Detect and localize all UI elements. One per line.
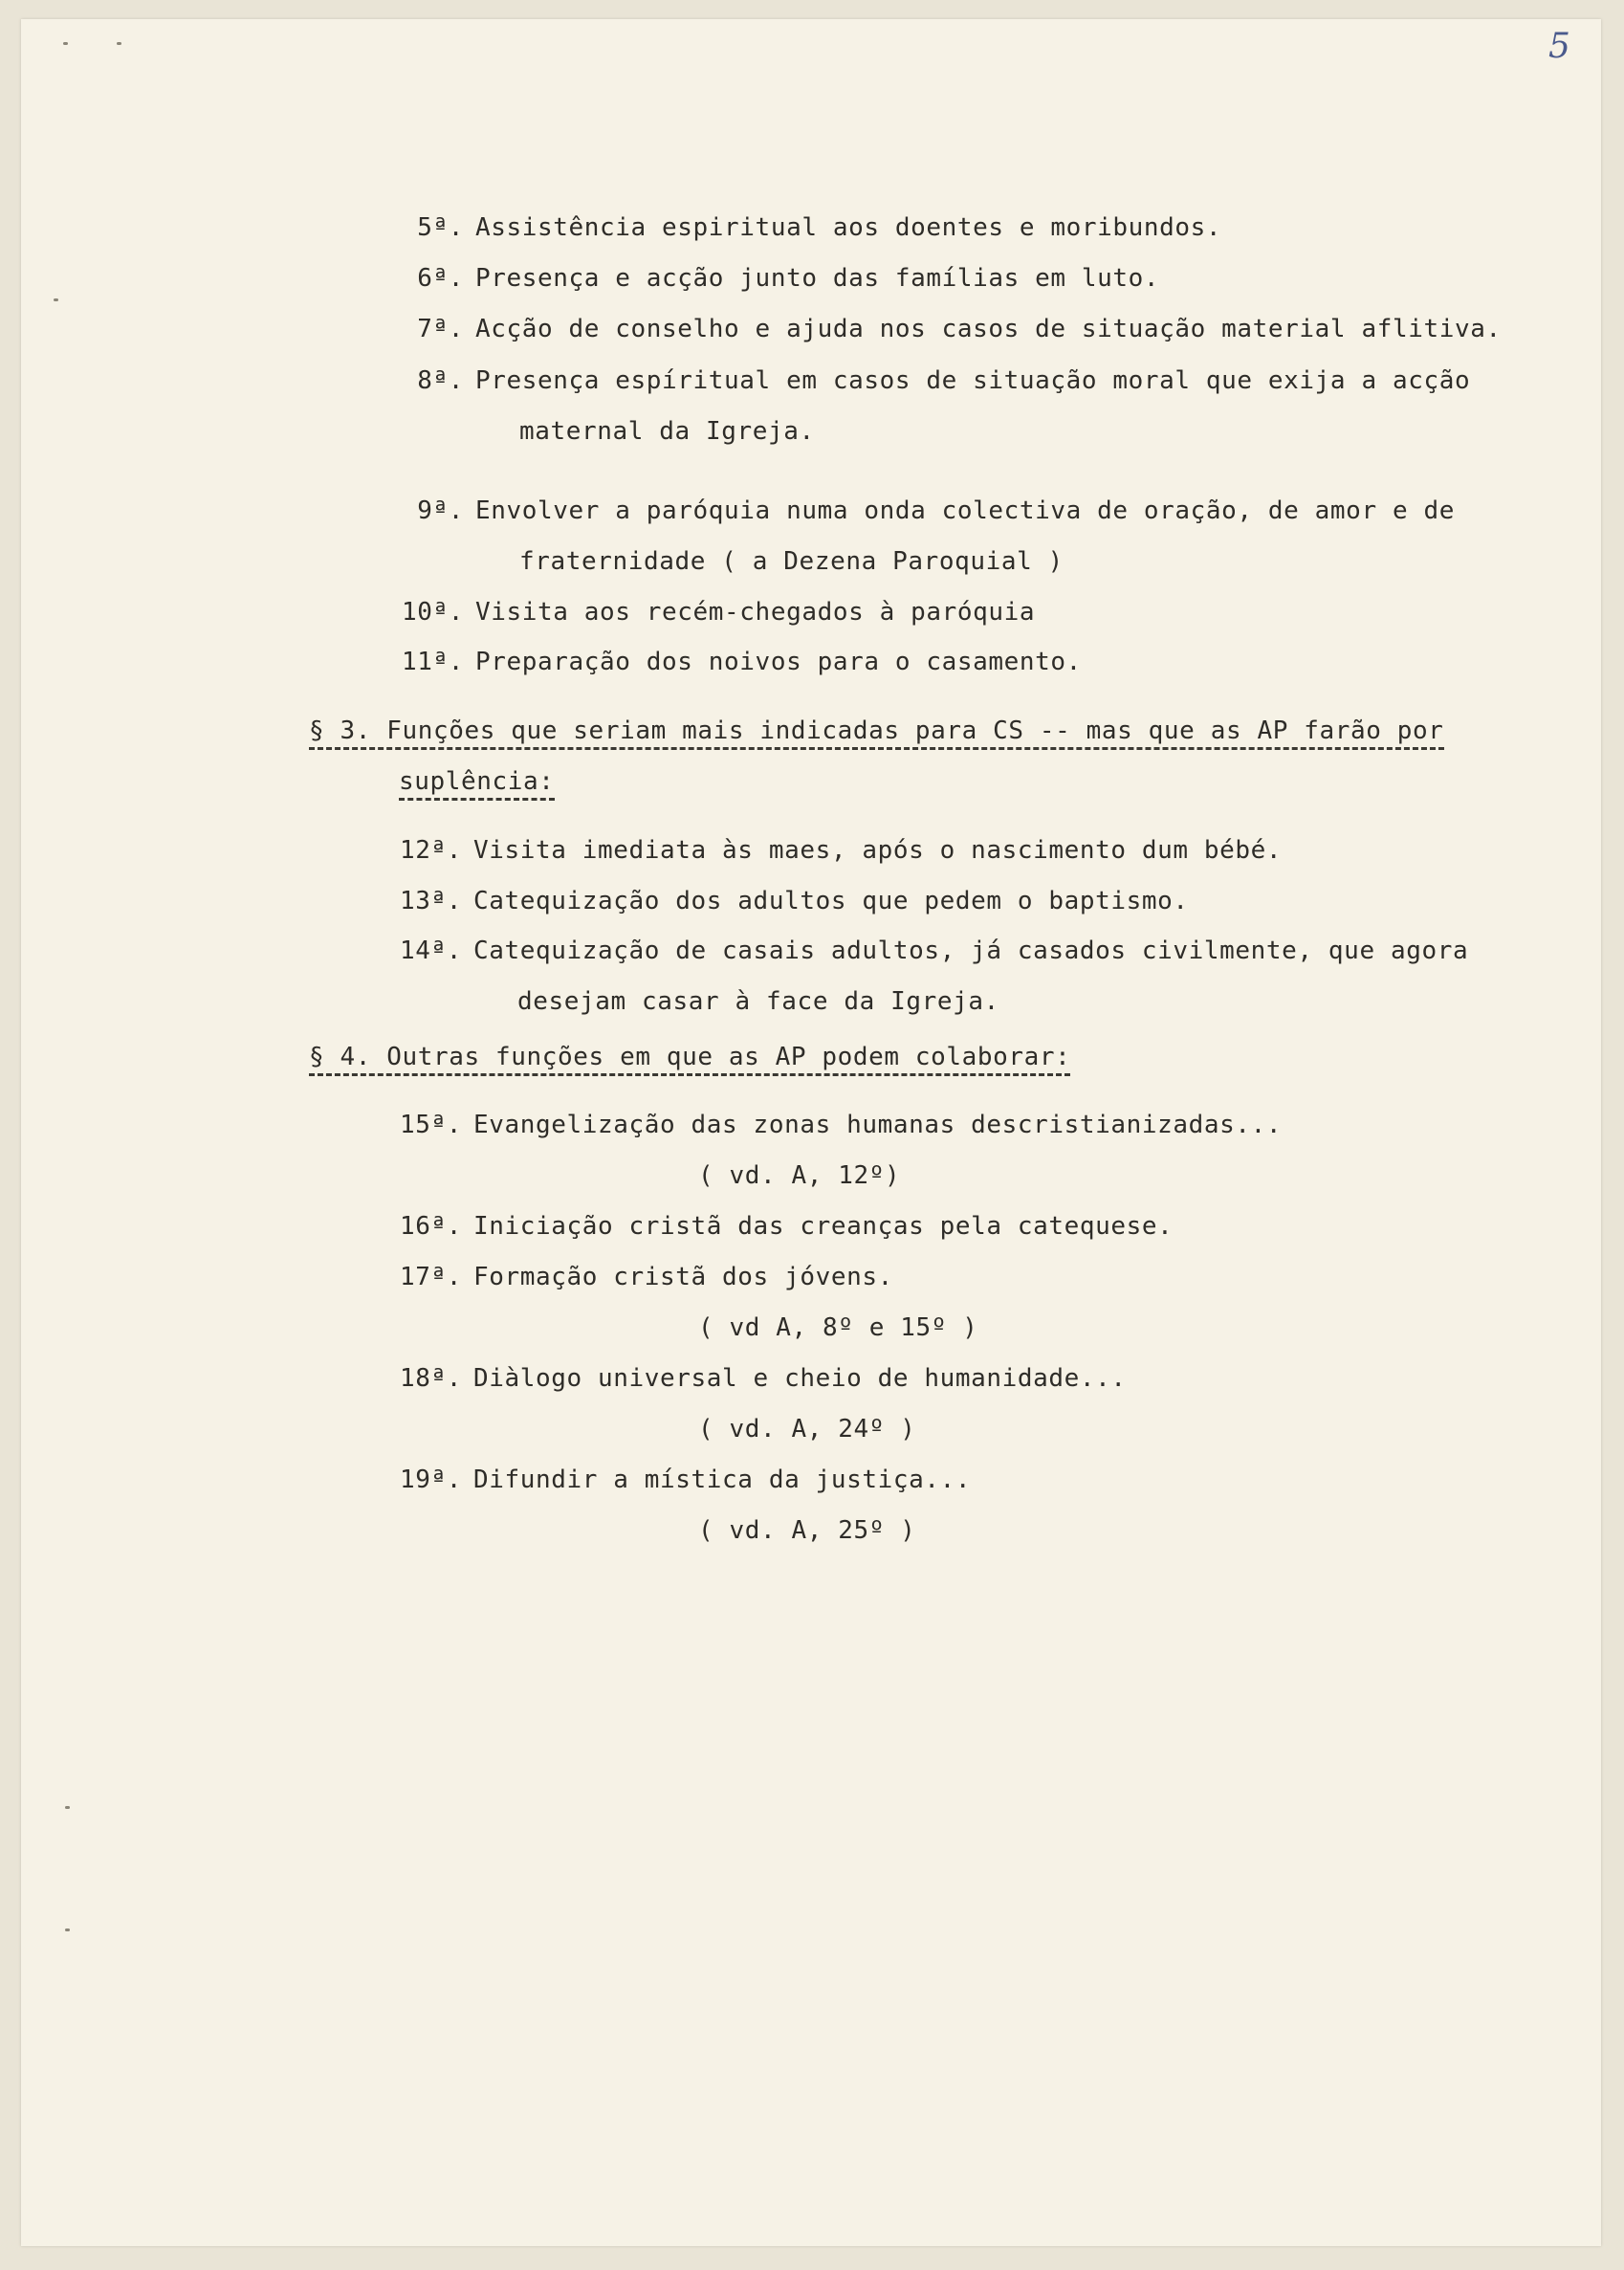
list-item-continuation: desejam casar à face da Igreja. [517, 987, 999, 1016]
item-number: 17ª. [399, 1263, 462, 1291]
list-item [387, 647, 1082, 677]
item-text: Iniciação cristã das creanças pela catequese. [473, 1212, 1174, 1241]
list-item [385, 886, 1189, 916]
item-number: 13ª. [399, 887, 462, 915]
list-item-continuation: fraternidade ( a Dezena Paroquial ) [519, 547, 1064, 576]
section-4-heading: § 4. Outras funções em que as AP podem colaborar: [309, 1043, 1070, 1076]
item-text: Evangelização das zonas humanas descristianizadas... [473, 1111, 1283, 1139]
item-number: 6ª. [417, 264, 464, 293]
page-number: 5 [1548, 27, 1570, 66]
list-item [385, 936, 1468, 966]
section-heading [309, 1042, 1070, 1072]
item-text: Diàlogo universal e cheio de humanidade... [473, 1364, 1127, 1393]
item-text: Assistência espiritual aos doentes e moribundos. [475, 213, 1222, 242]
list-item [387, 496, 1455, 526]
item-number: 5ª. [417, 213, 464, 242]
list-item [385, 1363, 1127, 1394]
document-page [21, 19, 1601, 2246]
item-text: Presença e acção junto das famílias em luto. [475, 264, 1160, 293]
list-item [387, 597, 1035, 628]
section-heading [309, 716, 1444, 746]
item-number: 15ª. [399, 1111, 462, 1139]
list-item [385, 1262, 893, 1292]
item-text: Preparação dos noivos para o casamento. [475, 648, 1082, 676]
item-number: 19ª. [399, 1466, 462, 1494]
list-item [387, 365, 1470, 396]
item-number: 14ª. [399, 937, 462, 965]
item-number: 16ª. [399, 1212, 462, 1241]
item-text: Catequização de casais adultos, já casados civilmente, que agora [473, 937, 1469, 965]
item-number: 12ª. [399, 836, 462, 865]
item-number: 11ª. [401, 648, 464, 676]
item-number: 18ª. [399, 1364, 462, 1393]
item-text: Presença espíritual em casos de situação moral que exija a acção [475, 366, 1471, 395]
paper-speck [54, 298, 58, 301]
item-text: Difundir a mística da justiça... [473, 1466, 972, 1494]
cross-reference: ( vd. A, 24º ) [698, 1415, 916, 1444]
item-number: 10ª. [401, 598, 464, 627]
item-text: Visita aos recém-chegados à paróquia [475, 598, 1036, 627]
list-item [385, 1110, 1282, 1140]
item-text: Formação cristã dos jóvens. [473, 1263, 893, 1291]
list-item [385, 835, 1282, 866]
paper-speck [65, 1806, 70, 1809]
section-3-heading-cont: suplência: [399, 767, 555, 801]
section-3-heading: § 3. Funções que seriam mais indicadas para CS -- mas que as AP farão por [309, 716, 1444, 750]
item-text: Visita imediata às maes, após o nascimento dum bébé. [473, 836, 1283, 865]
paper-speck [63, 42, 68, 45]
item-text: Catequização dos adultos que pedem o baptismo. [473, 887, 1189, 915]
paper-speck [65, 1928, 70, 1931]
list-item [387, 314, 1502, 344]
item-number: 7ª. [417, 315, 464, 343]
list-item [387, 263, 1159, 294]
item-text: Envolver a paróquia numa onda colectiva de oração, de amor e de [475, 496, 1455, 525]
cross-reference: ( vd. A, 25º ) [698, 1516, 916, 1545]
section-heading-continuation [399, 766, 555, 797]
item-number: 9ª. [417, 496, 464, 525]
list-item-continuation: maternal da Igreja. [519, 417, 815, 446]
item-text: Acção de conselho e ajuda nos casos de situação material aflitiva. [475, 315, 1502, 343]
list-item [385, 1211, 1173, 1242]
cross-reference: ( vd A, 8º e 15º ) [698, 1313, 978, 1342]
cross-reference: ( vd. A, 12º) [698, 1161, 901, 1190]
paper-speck [117, 42, 121, 45]
item-number: 8ª. [417, 366, 464, 395]
list-item [387, 212, 1221, 243]
list-item [385, 1465, 971, 1495]
